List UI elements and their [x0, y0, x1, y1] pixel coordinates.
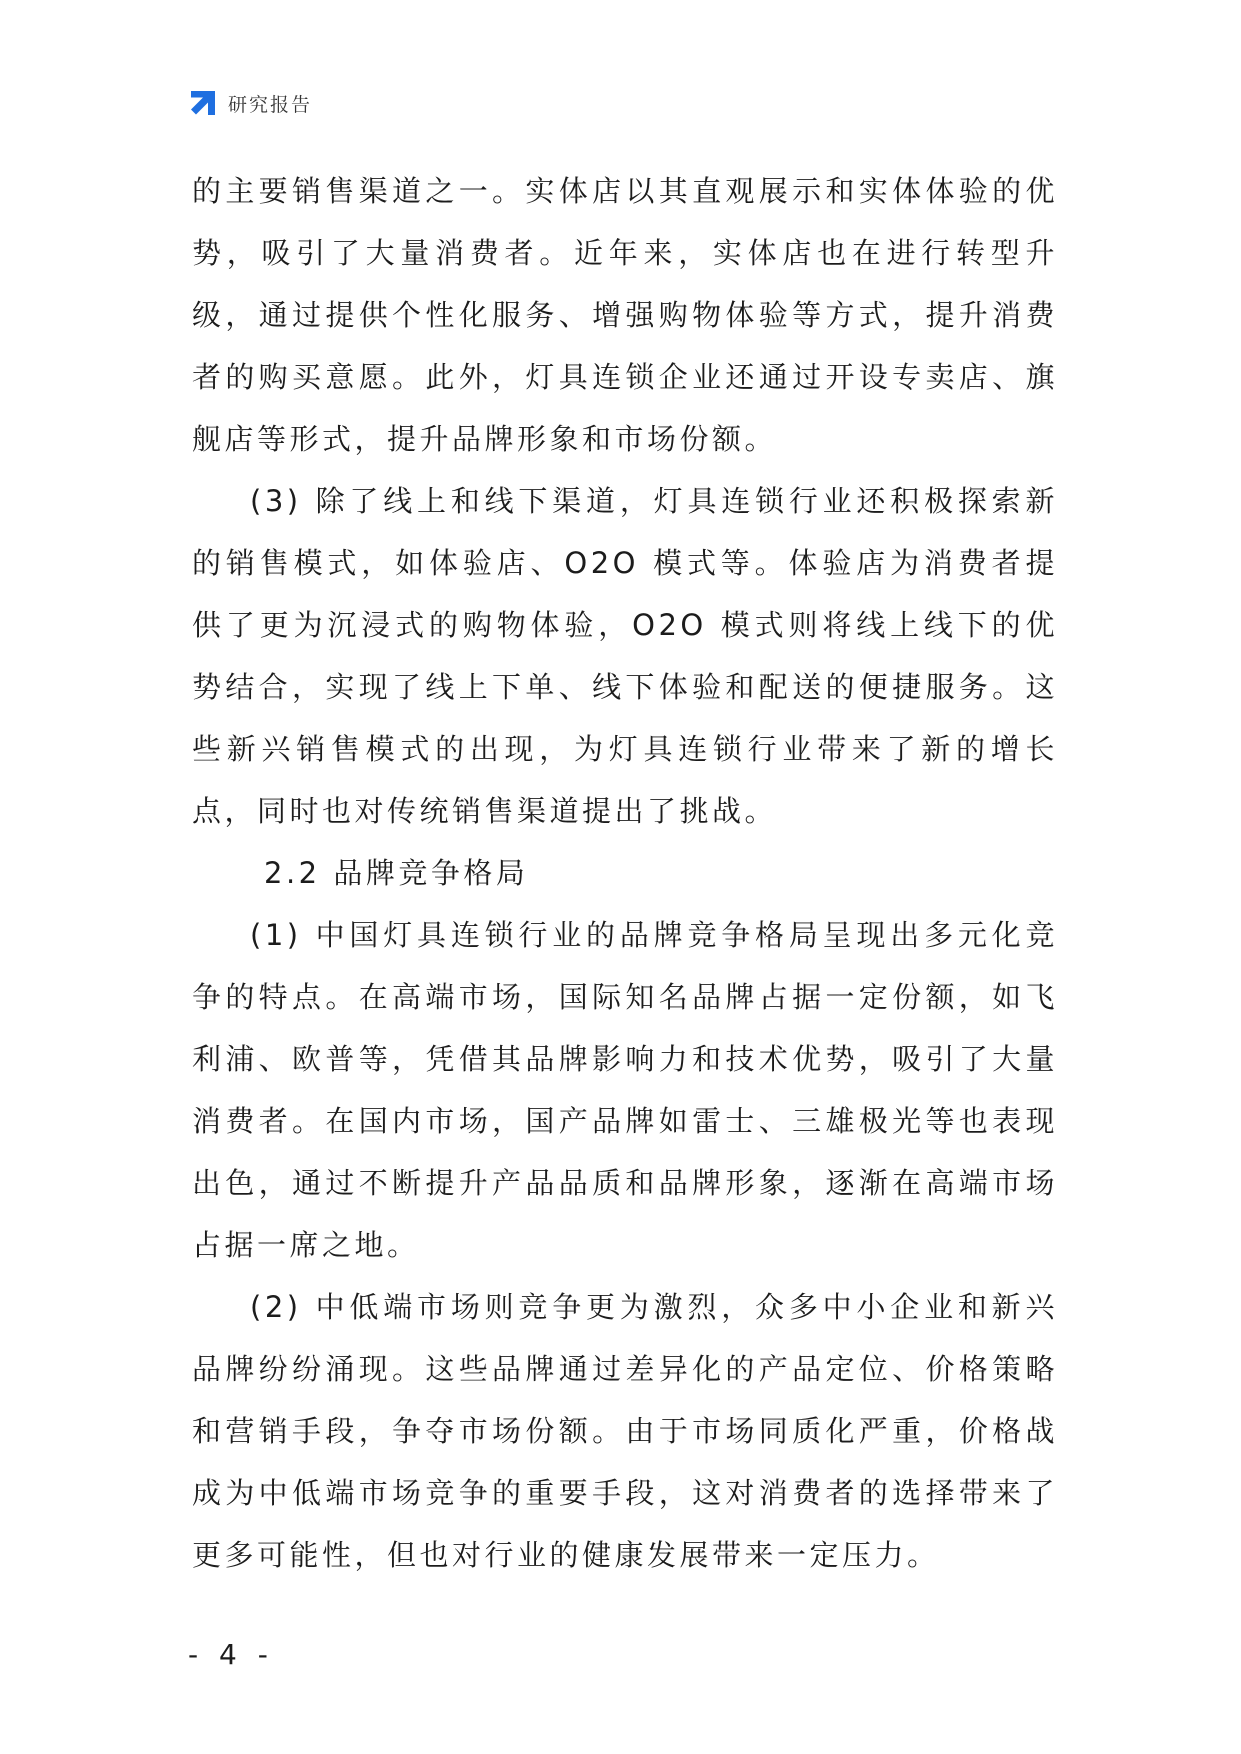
page-number: - 4 - — [188, 1638, 274, 1671]
section-heading-brand-competition: 2.2 品牌竞争格局 — [264, 856, 529, 890]
document-body — [192, 160, 1058, 1586]
paragraph-high-end-market: (1) 中国灯具连锁行业的品牌竞争格局呈现出多元化竞争的特点。在高端市场，国际知名品牌占据一定份额，如飞利浦、欧普等，凭借其品牌影响力和技术优势，吸引了大量消费者。在国内市场，国产品牌如雷士、三雄极光等也表现出色，通过不断提升产品品质和品牌形象，逐渐在高端市场占据一席之地。 — [192, 918, 1058, 1262]
header-title: 研究报告 — [228, 93, 313, 116]
paragraph-mid-low-market: (2) 中低端市场则竞争更为激烈，众多中小企业和新兴品牌纷纷涌现。这些品牌通过差异化的产品定位、价格策略和营销手段，争夺市场份额。由于市场同质化严重，价格战成为中低端市场竞争的重要手段，这对消费者的选择带来了更多可能性，但也对行业的健康发展带来一定压力。 — [192, 1290, 1058, 1572]
paragraph-channels-continued: 的主要销售渠道之一。实体店以其直观展示和实体体验的优势，吸引了大量消费者。近年来，实体店也在进行转型升级，通过提供个性化服务、增强购物体验等方式，提升消费者的购买意愿。此外，灯具连锁企业还通过开设专卖店、旗舰店等形式，提升品牌形象和市场份额。 — [192, 174, 1058, 456]
report-header — [188, 88, 312, 118]
arrow-up-right-icon — [188, 88, 218, 118]
paragraph-new-sales-models: (3) 除了线上和线下渠道，灯具连锁行业还积极探索新的销售模式，如体验店、O2O 模式等。体验店为消费者提供了更为沉浸式的购物体验，O2O 模式则将线上线下的优势结合，实现了线上下单、线下体验和配送的便捷服务。这些新兴销售模式的出现，为灯具连锁行业带来了新的增长点，同时也对传统销售渠道提出了挑战。 — [192, 484, 1058, 828]
